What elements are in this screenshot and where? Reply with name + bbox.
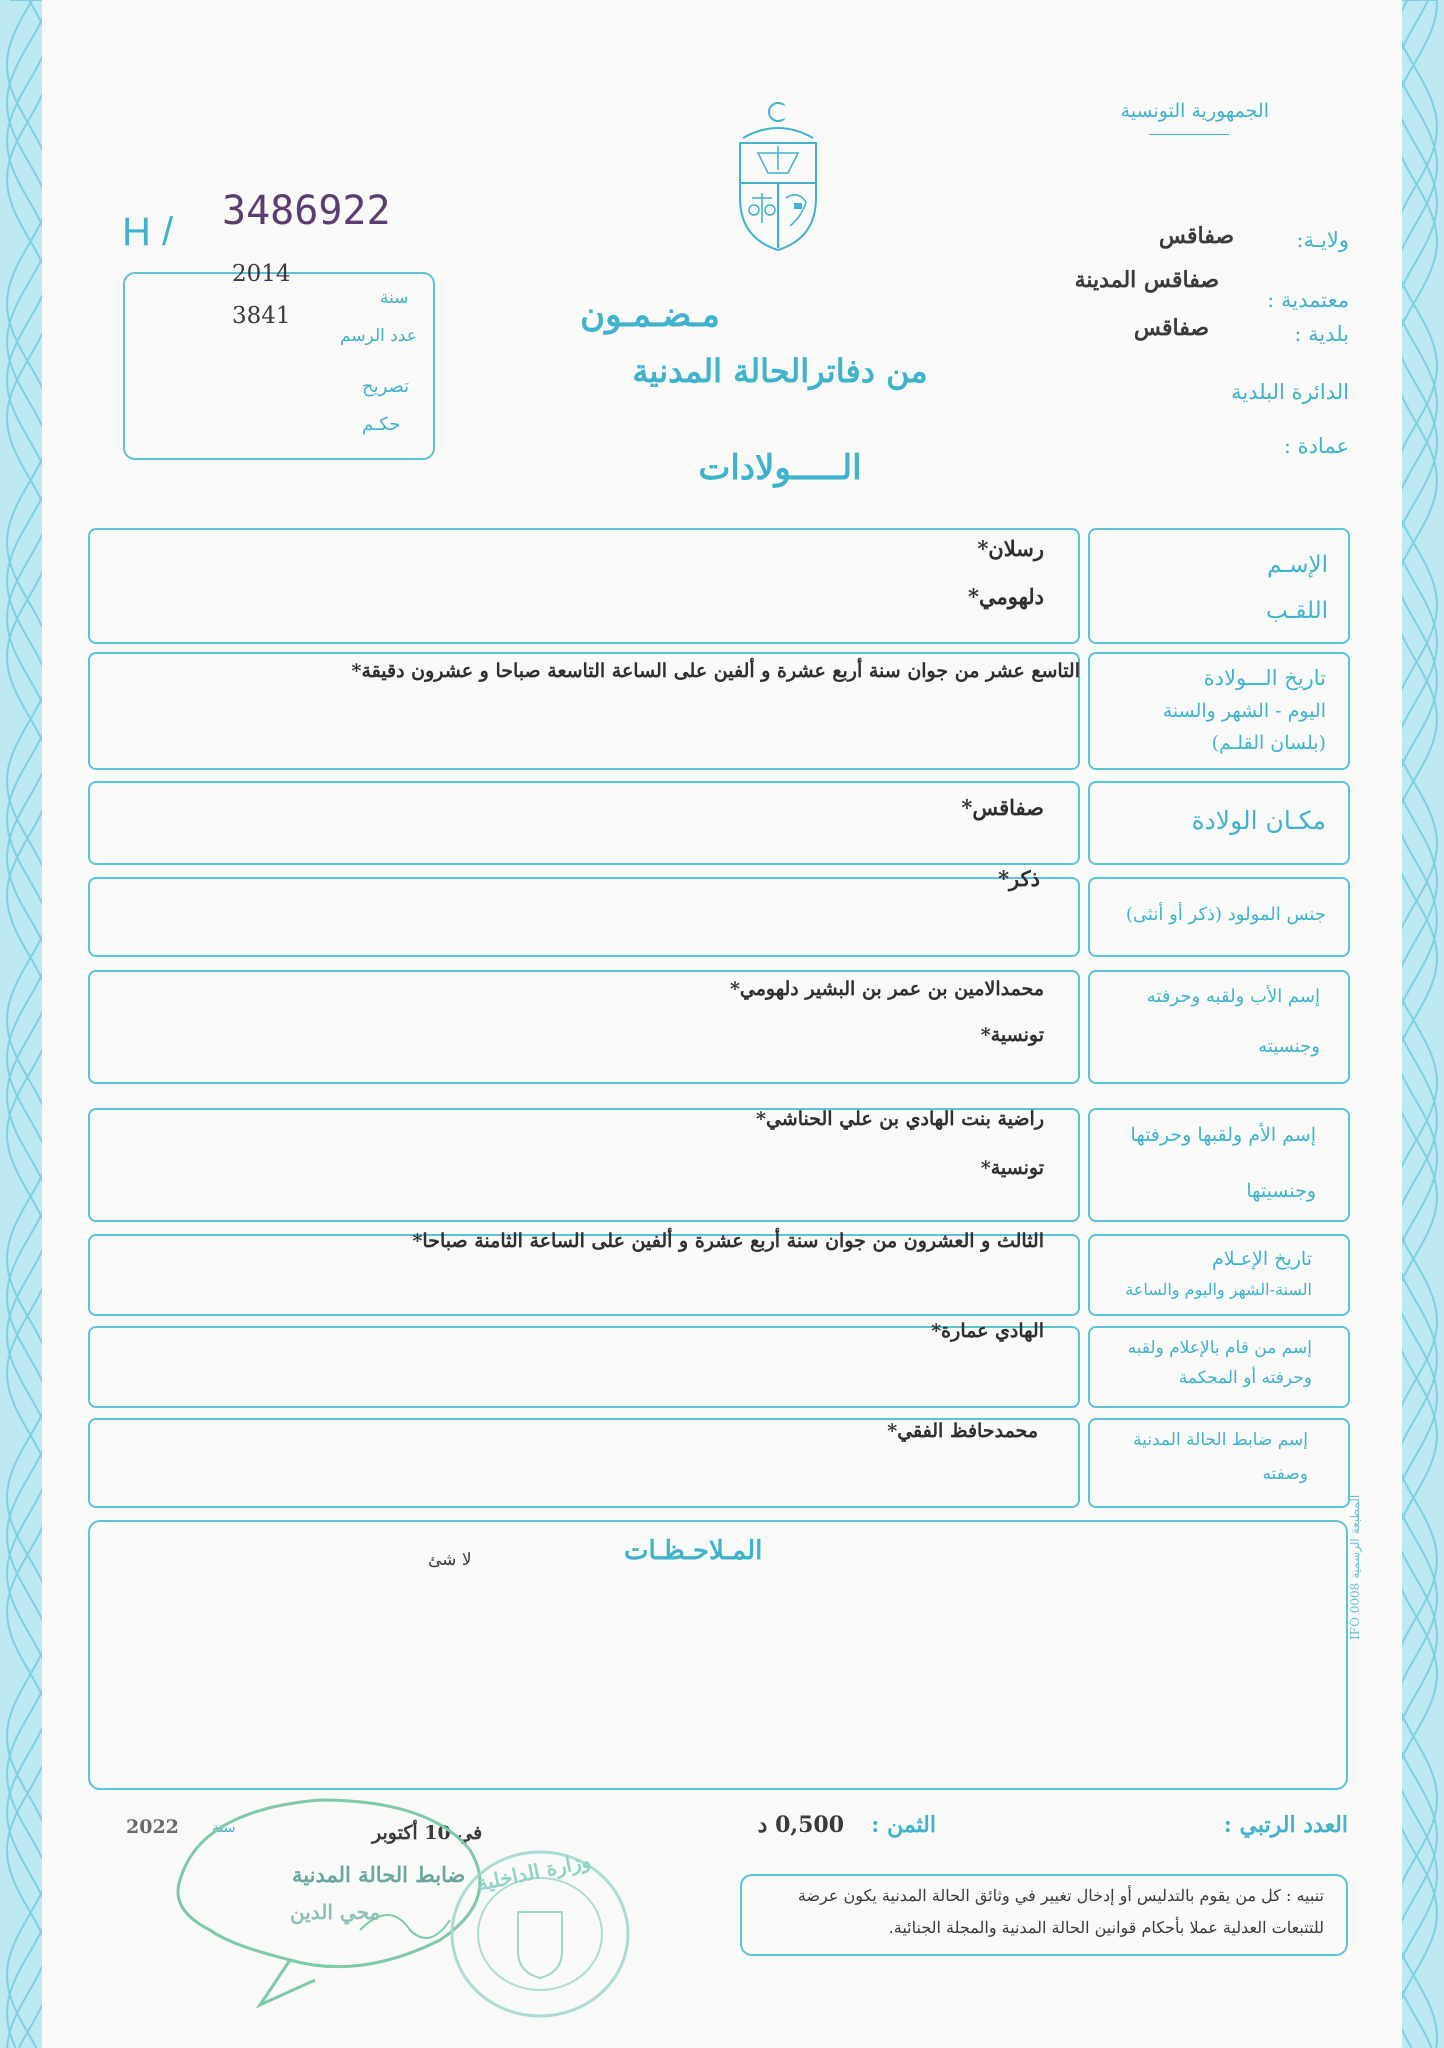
birth-place-label: مكـان الولادة — [1191, 806, 1326, 835]
declarant-label: إسم من قام بالإعلام ولقبه — [1127, 1338, 1312, 1358]
father-label: إسم الأب ولقبه وحرفته — [1146, 986, 1320, 1007]
omada-label: عمادة : — [1283, 434, 1349, 458]
republic-underline — [1149, 134, 1229, 135]
record-number-label: عدد الرسم — [340, 326, 417, 346]
warning-line-2: للتتبعات العدلية عملا بأحكام قوانين الحالة المدنية والمجلة الجنائية. — [888, 1918, 1324, 1937]
record-declaration-label: تصريح — [362, 376, 410, 397]
declarant-sublabel: وحرفته أو المحكمة — [1178, 1368, 1312, 1388]
declaration-date-value: الثالث و العشرون من جوان سنة أربع عشرة و ألفين على الساعة الثامنة صباحا* — [412, 1230, 1044, 1252]
officer-value: محمدحافظ الفقي* — [887, 1420, 1038, 1442]
surname-label: اللقـب — [1266, 598, 1328, 624]
section-title: الـــــولادات — [698, 448, 862, 488]
stamp-text: وزارة الداخلية — [474, 1848, 593, 1896]
footer-serial-label: العدد الرتبي : — [1223, 1812, 1348, 1838]
notes-value: لا شئ — [428, 1550, 472, 1570]
serial-prefix: H / — [122, 210, 174, 254]
notes-label: المـلاحـظـات — [624, 1536, 763, 1566]
mother-label: إسم الأم ولقبها وحرفتها — [1130, 1124, 1316, 1146]
officer-label: إسم ضابط الحالة المدنية — [1133, 1430, 1308, 1450]
name-label-box — [1088, 528, 1350, 644]
mother-value: راضية بنت الهادي بن علي الحناشي* — [756, 1108, 1044, 1130]
sex-label: جنس المولود (ذكر أو أنثى) — [1125, 904, 1326, 925]
record-judgment-label: حكـم — [362, 414, 401, 435]
daira-label: الدائرة البلدية — [1231, 380, 1349, 404]
footer-price-label: الثمن : — [871, 1812, 936, 1838]
baladia-label: بلدية : — [1294, 322, 1349, 346]
footer-officer-title: ضابط الحالة المدنية — [292, 1862, 466, 1887]
declaration-date-label: تاريخ الإعـلام — [1212, 1248, 1312, 1270]
footer-year-value: 2022 — [126, 1816, 179, 1838]
sex-value-box — [88, 877, 1080, 957]
mootamadia-label: معتمدية : — [1267, 288, 1349, 312]
footer-year-label: سنة — [212, 1820, 236, 1836]
father-label-nationality: وجنسيته — [1258, 1036, 1320, 1057]
republic-title: الجمهورية التونسية — [1120, 100, 1269, 122]
record-number-value: 3841 — [232, 303, 291, 329]
name-label: الإسـم — [1267, 552, 1328, 578]
wilaya-value: صفاقس — [1158, 223, 1234, 249]
surname-value: دلهومي* — [967, 584, 1044, 609]
baladia-value: صفاقس — [1133, 315, 1209, 341]
warning-line-1: تنبيه : كل من يقوم بالتدليس أو إدخال تغيير في وثائق الحالة المدنية يكون عرضة — [797, 1886, 1324, 1905]
birth-date-sublabel: اليوم - الشهر والسنة — [1162, 700, 1326, 722]
birth-place-value: صفاقس* — [961, 795, 1044, 820]
wilaya-label: ولايـة: — [1296, 228, 1349, 252]
footer-price-value: 0,500 د — [757, 1812, 844, 1838]
printer-code: المطبعة الرسمية 0008 IFO — [1348, 1494, 1362, 1640]
mother-nationality-value: تونسية* — [980, 1157, 1044, 1179]
declaration-date-label-box — [1088, 1234, 1350, 1316]
declarant-value: الهادي عمارة* — [931, 1320, 1044, 1342]
declaration-date-sublabel: السنة-الشهر واليوم والساعة — [1125, 1280, 1312, 1299]
birth-date-note: (بلسان القلـم) — [1211, 732, 1326, 754]
footer-officer-name: محي الدين — [290, 1900, 381, 1924]
footer-date-day: في 10 أكتوبر — [372, 1822, 483, 1844]
birth-date-label: تاريخ الـــولادة — [1203, 666, 1326, 690]
birth-date-value: التاسع عشر من جوان سنة أربع عشرة و ألفين على الساعة التاسعة صباحا و عشرون دقيقة* — [351, 660, 1080, 682]
tunisia-coat-of-arms-icon — [728, 98, 828, 253]
sex-value: ذكر* — [998, 866, 1040, 891]
mother-label-nationality: وجنسيتها — [1246, 1180, 1316, 1202]
record-year-label: سنة — [380, 288, 409, 308]
name-value-box — [88, 528, 1080, 644]
document-title: مـضـمـون — [580, 295, 720, 335]
birth-place-value-box — [88, 781, 1080, 865]
record-year-value: 2014 — [232, 261, 291, 287]
mootamadia-value: صفاقس المدينة — [1074, 267, 1219, 293]
serial-number: 3486922 — [222, 188, 391, 234]
officer-sublabel: وصفته — [1262, 1464, 1308, 1484]
name-value: رسلان* — [977, 536, 1044, 561]
document-subtitle: من دفاترالحالة المدنية — [632, 352, 928, 390]
father-nationality-value: تونسية* — [980, 1024, 1044, 1046]
father-value: محمدالامين بن عمر بن البشير دلهومي* — [729, 978, 1044, 1000]
